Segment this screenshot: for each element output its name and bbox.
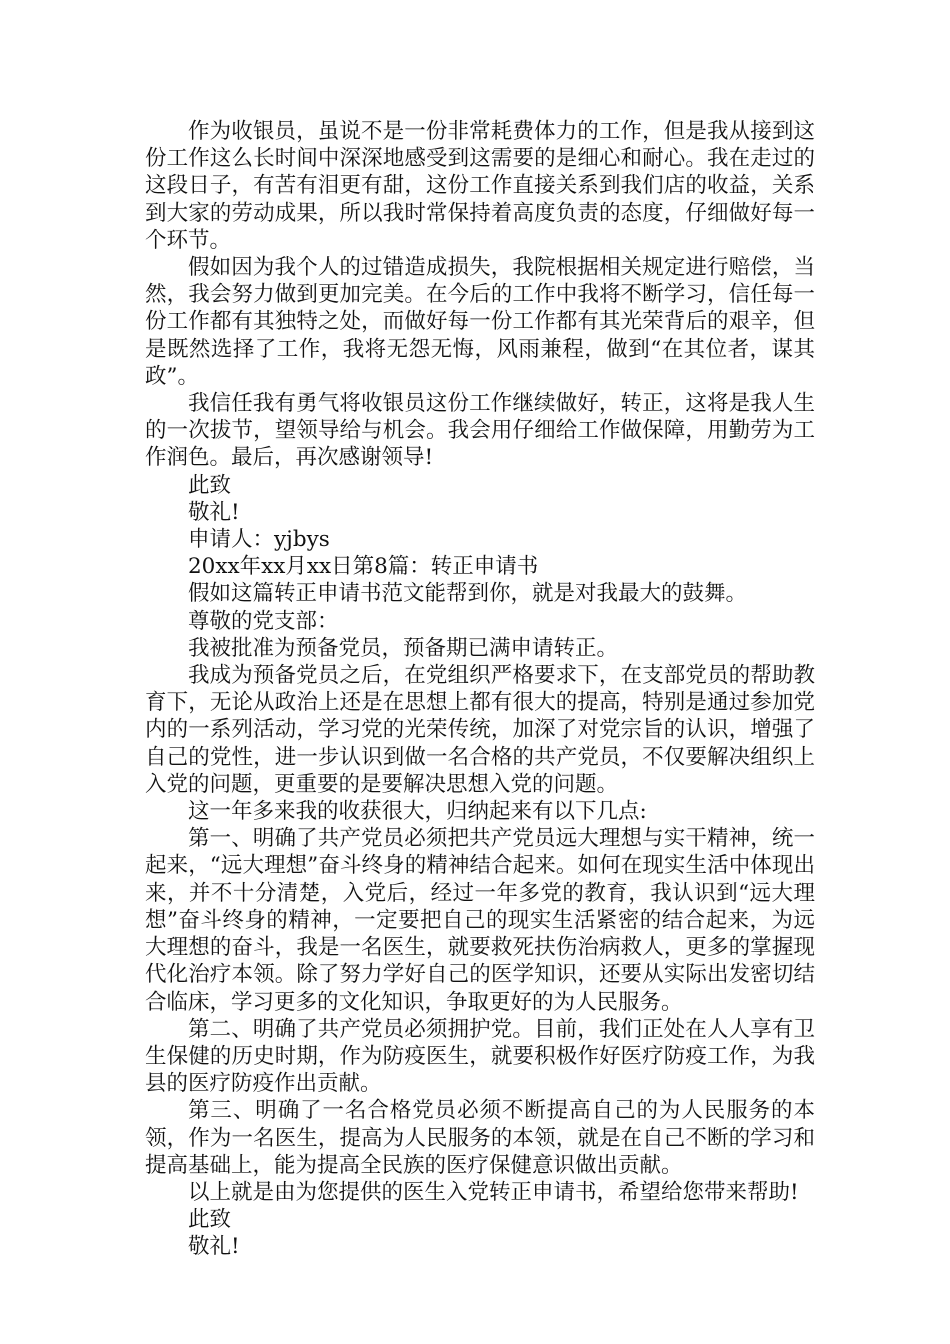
- paragraph-cashier-work: 作为收银员，虽说不是一份非常耗费体力的工作，但是我从接到这份工作这么长时间中深深地感受到这需要的是细心和耐心。我在走过的这段日子，有苦有泪更有甜，这份工作直接关系到我们店的收益，关系到大家的劳动成果，所以我时常保持着高度负责的态度，仔细做好每一个环节。: [145, 119, 815, 253]
- paragraph-improvement: 我成为预备党员之后，在党组织严格要求下，在支部党员的帮助教育下，无论从政治上还是在思想上都有很大的提高，特别是通过参加党内的一系列活动，学习党的光荣传统，加深了对党宗旨的认识，增强了自己的党性，进一步认识到做一名合格的共产党员，不仅要解决组织上入党的问题，更重要的是要解决思想入党的问题。: [145, 663, 815, 797]
- paragraph-summary-intro: 这一年多来我的收获很大，归纳起来有以下几点:: [188, 799, 647, 825]
- closing-regards-2: 敬礼!: [188, 1234, 240, 1260]
- paragraph-approval: 我被批准为预备党员，预备期已满申请转正。: [188, 635, 619, 661]
- closing-regards: 敬礼!: [188, 499, 240, 525]
- greeting-party-branch: 尊敬的党支部：: [188, 608, 339, 634]
- paragraph-confidence: 我信任我有勇气将收银员这份工作继续做好，转正，这将是我人生的一次拔节，望领导给与机会。我会用仔细给工作做保障，用勤劳为工作润色。最后，再次感谢领导!: [145, 391, 815, 471]
- paragraph-encouragement: 假如这篇转正申请书范文能帮到你，就是对我最大的鼓舞。: [188, 581, 748, 607]
- paragraph-conclusion: 以上就是由为您提供的医生入党转正申请书，希望给您带来帮助!: [188, 1179, 799, 1205]
- document-body: [145, 118, 815, 1261]
- applicant-line: 申请人：yjbys: [188, 527, 330, 553]
- paragraph-compensation: 假如因为我个人的过错造成损失，我院根据相关规定进行赔偿，当然，我会努力做到更加完美。在今后的工作中我将不断学习，信任每一份工作都有其独特之处，而做好每一份工作都有其光荣背后的艰辛，但是既然选择了工作，我将无怨无悔，风雨兼程，做到“在其位者，谋其政”。: [145, 255, 815, 389]
- closing-salutation: 此致: [188, 472, 232, 498]
- closing-salutation-2: 此致: [188, 1207, 232, 1233]
- paragraph-point-one: 第一、明确了共产党员必须把共产党员远大理想与实干精神，统一起来，“远大理想”奋斗终身的精神结合起来。如何在现实生活中体现出来，并不十分清楚，入党后，经过一年多党的教育，我认识到“远大理想”奋斗终身的精神，一定要把自己的现实生活紧密的结合起来，为远大理想的奋斗，我是一名医生，就要救死扶伤治病救人，更多的掌握现代化治疗本领。除了努力学好自己的医学知识，还要从实际出发密切结合临床，学习更多的文化知识，争取更好的为人民服务。: [145, 826, 815, 1015]
- date-and-section-title: 20xx年xx月xx日第8篇：转正申请书: [188, 554, 539, 580]
- paragraph-point-three: 第三、明确了一名合格党员必须不断提高自己的为人民服务的本领，作为一名医生，提高为人民服务的本领，就是在自己不断的学习和提高基础上，能为提高全民族的医疗保健意识做出贡献。: [145, 1098, 815, 1178]
- paragraph-point-two: 第二、明确了共产党员必须拥护党。目前，我们正处在人人享有卫生保健的历史时期，作为防疫医生，就要积极作好医疗防疫工作，为我县的医疗防疫作出贡献。: [145, 1016, 815, 1097]
